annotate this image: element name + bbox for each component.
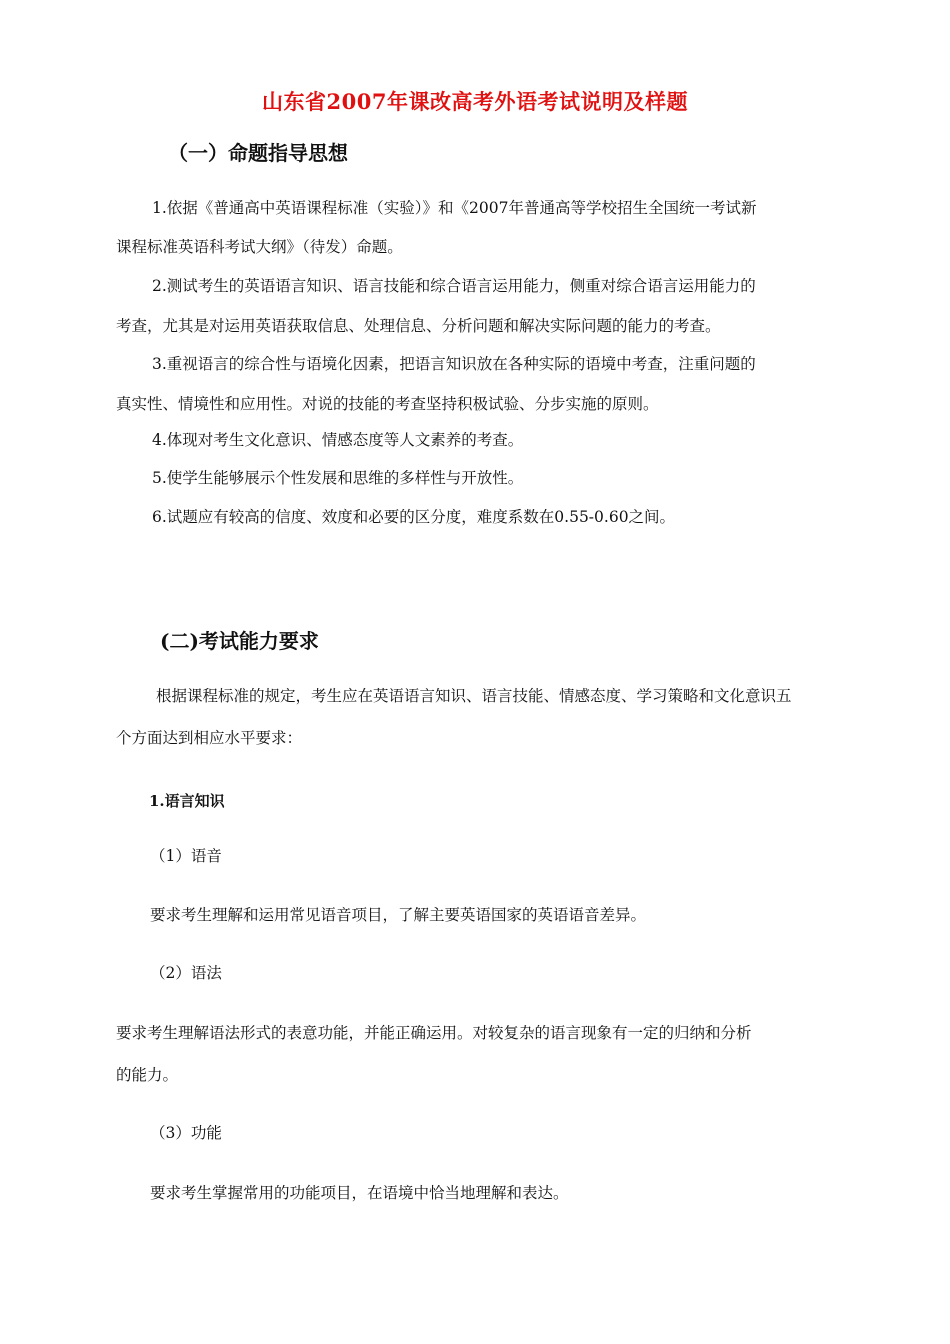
pronunciation-text: 要求考生理解和运用常见语音项目，了解主要英语国家的英语语音差异。 [150,906,647,924]
grammar-line1: 要求考生理解语法形式的表意功能，并能正确运用。对较复杂的语言现象有一定的归纳和分析 [116,1024,752,1042]
guideline-2-line2: 考查，尤其是对运用英语获取信息、处理信息、分析问题和解决实际问题的能力的考查。 [116,317,721,335]
guideline-2-line1: 2.测试考生的英语语言知识、语言技能和综合语言运用能力，侧重对综合语言运用能力的 [152,277,756,295]
guideline-6: 6.试题应有较高的信度、效度和必要的区分度，难度系数在0.55-0.60之间。 [152,508,676,526]
grammar-label: （2）语法 [150,964,222,982]
guideline-4: 4.体现对考生文化意识、情感态度等人文素养的考查。 [152,431,524,449]
section2-heading: (二)考试能力要求 [160,629,319,653]
guideline-5: 5.使学生能够展示个性发展和思维的多样性与开放性。 [152,469,524,487]
guideline-3-line1: 3.重视语言的综合性与语境化因素，把语言知识放在各种实际的语境中考查，注重问题的 [152,355,756,373]
section2-intro-line2: 个方面达到相应水平要求： [116,729,303,747]
pronunciation-label: （1）语音 [150,847,222,865]
function-label: （3）功能 [150,1124,222,1142]
guideline-3-line2: 真实性、情境性和应用性。对说的技能的考查坚持积极试验、分步实施的原则。 [116,395,659,413]
guideline-1-line2: 课程标准英语科考试大纲》（待发）命题。 [116,238,403,256]
language-knowledge-heading: 1.语言知识 [149,792,225,810]
section2-intro-line1: 根据课程标准的规定，考生应在英语语言知识、语言技能、情感态度、学习策略和文化意识五 [156,687,792,705]
grammar-line2: 的能力。 [116,1066,179,1084]
function-text: 要求考生掌握常用的功能项目，在语境中恰当地理解和表达。 [150,1184,569,1202]
document-title: 山东省2007年课改高考外语考试说明及样题 [262,89,688,114]
section1-heading: （一）命题指导思想 [168,141,348,165]
guideline-1-line1: 1.依据《普通高中英语课程标准（实验）》和《2007年普通高等学校招生全国统一考试新 [152,199,757,217]
